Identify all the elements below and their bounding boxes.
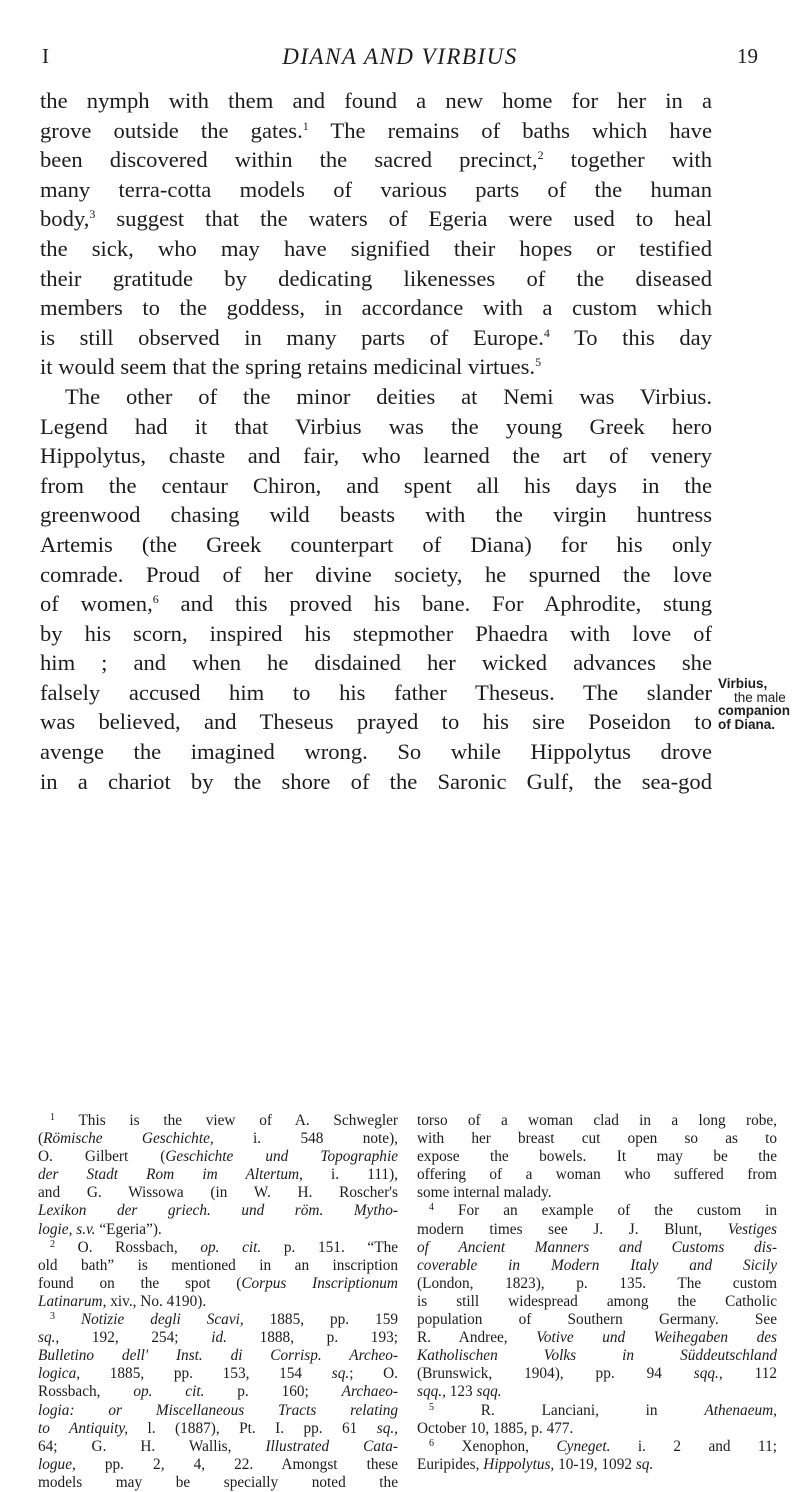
text-run: i. 548 note), [213,1130,398,1148]
main-text [40,86,712,796]
text-run: “Egeria”). [95,1220,162,1238]
footnote-marker: 1 [302,118,309,133]
italic-text: Cyneget. [556,1437,611,1455]
footnote-line [417,1166,777,1184]
text-run [55,1311,81,1328]
text-run: ; O. [349,1365,398,1383]
footnote-line [38,1239,398,1257]
italic-text: op. cit. [133,1383,205,1401]
text-run: O. Gilbert ( [38,1148,166,1166]
text-run: 192, 254; [59,1329,212,1347]
text-run: in a chariot by the shore of the Saronic Gulf, the sea-god [40,768,712,794]
text-run: it would seem that the spring retains medicinal virtues. [40,354,536,380]
footnote-line [417,1184,777,1202]
text-run: O. Rossbach, [55,1238,201,1256]
footnote-line [417,1347,777,1365]
italic-text: Katholischen Volks in Süddeutschland [417,1347,777,1365]
italic-text: sqq. [476,1383,502,1401]
text-run: some internal malady. [417,1184,552,1202]
margin-note-line: Virbius, [718,676,768,691]
text-run: him ; and when he disdained her wicked advances she [40,650,712,676]
footnote-line [417,1311,777,1329]
text-run: October 10, 1885, p. 477. [417,1419,574,1437]
text-run: found on the spot ( [38,1274,242,1292]
body-line [40,382,712,412]
footnote-line [38,1456,398,1474]
text-run: population of Southern Germany. See [417,1311,777,1329]
text-run: ( [38,1130,44,1148]
text-run: R. Andree, [417,1329,537,1347]
chapter-number: I [42,44,49,68]
body-line [40,648,712,678]
footnotes-left-column [38,1112,398,1492]
italic-text: logia: or Miscellaneous Tracts relating [38,1401,398,1419]
footnote-line [417,1365,777,1383]
italic-text: Vestiges [727,1220,777,1238]
text-run: their gratitude by dedicating likenesses of the diseased [40,265,712,291]
footnote-line [38,1202,398,1220]
margin-note-line: of Diana. [718,716,776,732]
body-line [40,767,712,797]
italic-text: id. [211,1329,227,1347]
italic-text: Römische Geschichte, [43,1130,214,1148]
footnote-line [38,1420,398,1438]
italic-text: logica, [38,1365,81,1383]
margin-note-line: companion [718,703,791,718]
footnote-line [38,1329,398,1347]
body-line [40,352,712,382]
margin-note-line: the male [734,689,786,705]
footnote-line [417,1112,777,1130]
footnote-line [38,1438,398,1456]
footnote-line [417,1293,777,1311]
text-run: The other of the minor deities at Nemi was Virbius. [65,383,712,409]
text-run: (London, 1823), p. 135. The custom [417,1274,777,1292]
text-run: For an example of the custom in [434,1202,777,1220]
footnote-marker: 2 [50,1238,55,1250]
body-line [40,500,712,530]
text-run: pp. 2, 4, 22. Amongst these [75,1455,398,1473]
text-run: modern times see J. J. Blunt, [417,1220,728,1238]
text-run: 10-19, 1092 [554,1455,636,1473]
text-run: with her breast cut open so as to [417,1130,777,1148]
body-line [40,678,712,708]
body-line [40,116,712,146]
footnotes-right-column [417,1112,777,1474]
italic-text: Notizie degli Scavi, [80,1311,244,1329]
footnote-line [38,1148,398,1166]
footnote-line [38,1293,398,1311]
footnote-marker: 3 [50,1311,55,1323]
italic-text: sqq., [417,1383,446,1401]
text-run: greenwood chasing wild beasts with the virgin huntress [40,502,712,528]
margin-note [718,677,798,731]
page-number: 19 [737,44,758,68]
text-run: Euripides, [417,1455,484,1473]
footnote-line [38,1275,398,1293]
text-run: Rossbach, [38,1383,134,1401]
footnote-line [38,1383,398,1401]
text-run: and G. Wissowa (in W. H. Roscher's [38,1184,398,1202]
italic-text: sq., [376,1419,398,1437]
italic-text: Votive und Weihegaben des [536,1329,777,1347]
text-run: Hippolytus, chaste and fair, who learned the art of venery [40,443,712,469]
italic-text: logue, [38,1455,76,1473]
body-line [40,412,712,442]
footnote-line [38,1402,398,1420]
footnote-line [38,1474,398,1492]
text-run: Legend had it that Virbius was the young Greek hero [40,413,712,439]
text-run: is still observed in many parts of Europe. [40,324,544,350]
italic-text: Hippolytus, [483,1455,555,1473]
italic-text: Bulletino dell' Inst. di Corrisp. Archeo- [38,1347,398,1365]
text-run: Xenophon, [434,1437,557,1455]
body-line [40,264,712,294]
text-run: been discovered within the sacred precinct, [40,147,538,173]
italic-text: Archaeo- [341,1383,398,1401]
body-line [40,530,712,560]
text-run: 123 [445,1383,477,1401]
body-line [40,560,712,590]
text-run: (Brunswick, 1904), pp. 94 [417,1365,694,1383]
footnote-line [417,1438,777,1456]
footnote-line [38,1166,398,1184]
text-run: 112 [722,1365,777,1383]
text-run: old bath” is mentioned in an inscription [38,1256,398,1274]
italic-text: der Stadt Rom im Altertum, [38,1166,303,1184]
footnote-marker: 1 [50,1112,55,1123]
footnote-line [38,1347,398,1365]
footnote-marker: 3 [89,207,96,222]
footnote-line [38,1311,398,1329]
footnote-marker: 5 [429,1401,434,1413]
italic-text: of Ancient Manners and Customs dis- [417,1238,777,1256]
footnote-line [38,1130,398,1148]
italic-text: coverable in Modern Italy and Sicily [417,1256,777,1274]
text-run: l. (1887), Pt. I. pp. 61 [128,1419,377,1437]
body-line [40,175,712,205]
text-run: p. 160; [204,1383,342,1401]
footnote-line [417,1329,777,1347]
body-line [40,619,712,649]
text-run: is still widespread among the Catholic [417,1292,777,1310]
footnote-line [417,1402,777,1420]
footnote-line [38,1257,398,1275]
body-line [40,293,712,323]
footnote-marker: 5 [535,355,542,370]
text-run: together with [543,147,712,173]
italic-text: sqq., [693,1365,723,1383]
footnote-line [417,1148,777,1166]
footnote-line [38,1184,398,1202]
italic-text: Lexikon der griech. und röm. Mytho- [38,1202,398,1220]
text-run: avenge the imagined wrong. So while Hippolytus drove [40,739,712,765]
text-run: p. 151. “The [261,1238,399,1256]
italic-text: logie, s.v. [38,1220,96,1238]
body-line [40,589,712,619]
footnote-line [417,1275,777,1293]
body-line [40,204,712,234]
body-line [40,707,712,737]
footnote-marker: 6 [152,592,159,607]
running-header [40,44,760,74]
text-run: by his scorn, inspired his stepmother Phaedra with love of [40,620,712,646]
text-run: the sick, who may have signified their hopes or testified [40,235,712,261]
text-run: Artemis (the Greek counterpart of Diana) for his only [40,531,712,557]
body-line [40,86,712,116]
text-run: of women, [40,591,153,617]
text-run: 1885, pp. 153, 154 [80,1365,332,1383]
italic-text: Geschichte und Topographie [165,1148,398,1166]
footnote-line [417,1130,777,1148]
italic-text: Corpus Inscriptionum [241,1274,398,1292]
footnote-line [417,1456,777,1474]
text-run: xiv., No. 4190). [106,1292,207,1310]
footnote-line [417,1420,777,1438]
italic-text: Athenaeum, [704,1401,777,1419]
text-run: offering of a woman who suffered from [417,1166,777,1184]
footnote-marker: 2 [537,148,544,163]
text-run: body, [40,206,90,232]
italic-text: op. cit. [200,1238,262,1256]
footnote-line [417,1202,777,1220]
text-run: i. 111), [302,1166,398,1184]
text-run: To this day [549,324,712,350]
italic-text: Illustrated Cata- [265,1437,399,1455]
text-run: was believed, and Theseus prayed to his sire Poseidon to [40,709,712,735]
text-run: falsely accused him to his father Theseus. The slander [40,679,712,705]
body-line [40,145,712,175]
body-line [40,471,712,501]
footnote-line [38,1365,398,1383]
text-run: from the centaur Chiron, and spent all his days in the [40,472,712,498]
italic-text: sq. [635,1455,654,1473]
text-run: and this proved his bane. For Aphrodite, stung [158,591,712,617]
footnote-line [417,1257,777,1275]
text-run: members to the goddess, in accordance with a custom which [40,295,712,321]
text-run: suggest that the waters of Egeria were used to heal [95,206,712,232]
text-run: comrade. Proud of her divine society, he spurned the love [40,561,712,587]
text-run: The remains of baths which have [308,117,712,143]
text-run: grove outside the gates. [40,117,303,143]
body-line [40,323,712,353]
text-run: 64; G. H. Wallis, [38,1437,266,1455]
text-run: expose the bowels. It may be the [417,1148,777,1166]
text-run: 1885, pp. 159 [243,1311,398,1329]
text-run: torso of a woman clad in a long robe, [417,1112,777,1129]
footnote-line [38,1112,398,1130]
text-run: i. 2 and 11; [610,1437,777,1455]
text-run: This is the view of A. Schwegler [55,1112,398,1129]
text-run: 1888, p. 193; [226,1329,399,1347]
text-run: many terra-cotta models of various parts of the human [40,176,712,202]
text-run: the nymph with them and found a new home for her in a [40,88,712,113]
footnote-line [417,1383,777,1401]
footnote-marker: 6 [429,1437,434,1449]
text-run: R. Lanciani, in [434,1401,705,1419]
body-line [40,737,712,767]
running-title: DIANA AND VIRBIUS [282,44,518,69]
text-run: models may be specially noted the [38,1473,398,1491]
italic-text: sq., [38,1329,60,1347]
italic-text: sq. [331,1365,350,1383]
footnote-line [417,1239,777,1257]
footnote-marker: 4 [543,325,550,340]
body-line [40,441,712,471]
italic-text: Latinarum, [38,1292,107,1310]
footnote-marker: 4 [429,1202,434,1214]
body-line [40,234,712,264]
italic-text: to Antiquity, [38,1419,129,1437]
